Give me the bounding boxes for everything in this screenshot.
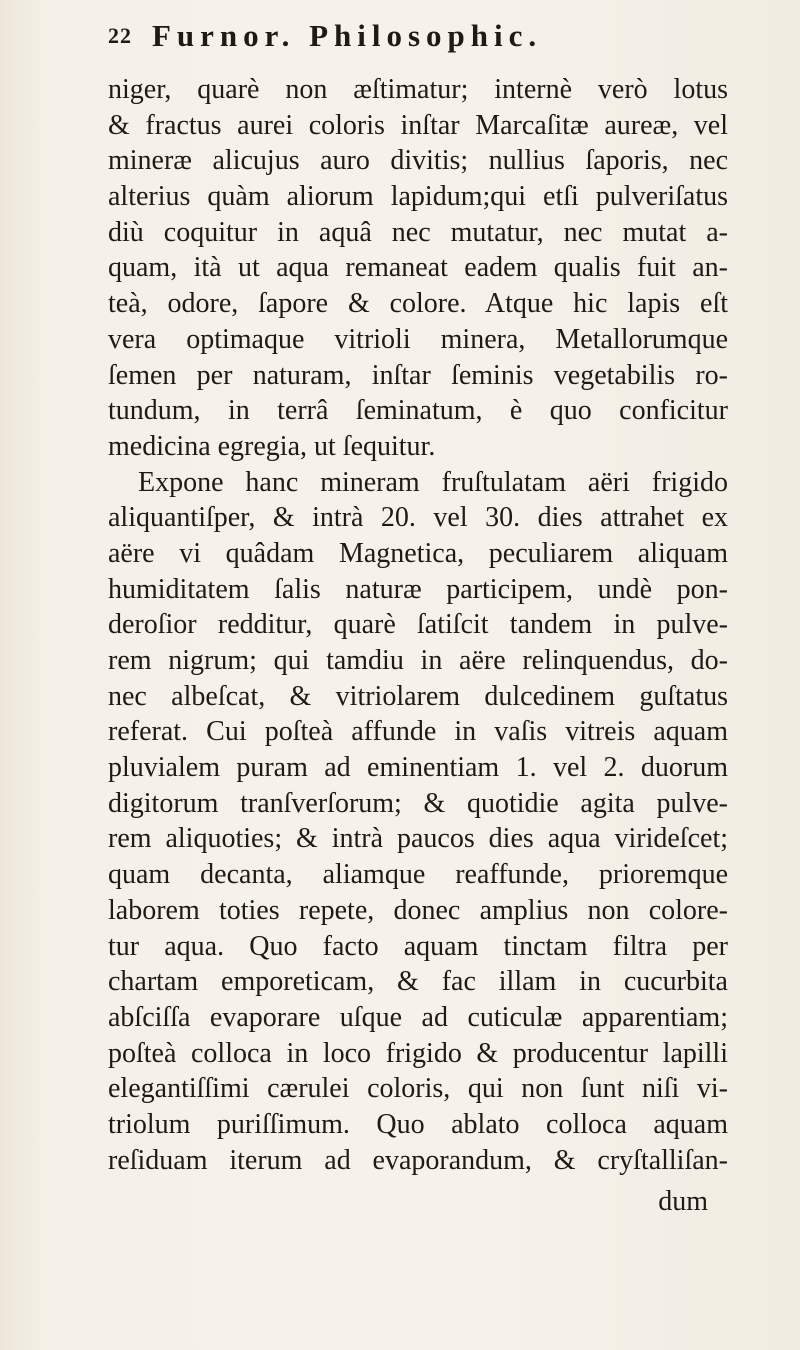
text-line: mineræ alicujus auro divitis; nullius ſaporis, nec — [108, 145, 728, 177]
text-line: teà, odore, ſapore & colore. Atque hic lapis eſt — [108, 288, 728, 320]
text-line: rem aliquoties; & intrà paucos dies aqua virideſcet; — [108, 823, 728, 855]
text-line: digitorum tranſverſorum; & quotidie agita pulve- — [108, 787, 728, 819]
text-line: referat. Cui poſteà affunde in vaſis vitreis aquam — [108, 716, 728, 748]
text-line: triolum puriſſimum. Quo ablato colloca aquam — [108, 1108, 728, 1140]
catchword: dum — [658, 1186, 708, 1217]
text-line: aliquantiſper, & intrà 20. vel 30. dies attrahet ex — [108, 502, 728, 534]
page-number: 22 — [108, 23, 132, 48]
running-header — [108, 18, 718, 64]
text-line: Expone hanc mineram fruſtulatam aëri frigido — [138, 466, 728, 498]
text-line: abſciſſa evaporare uſque ad cuticulæ apparentiam; — [108, 1001, 728, 1033]
text-line: niger, quarè non æſtimatur; internè verò lotus — [108, 74, 728, 105]
text-line: medicina egregia, ut ſequitur. — [108, 430, 436, 462]
text-line: rem nigrum; qui tamdiu in aëre relinquendus, do- — [108, 645, 728, 676]
running-title: Furnor. Philosophic. — [152, 18, 543, 53]
text-line: aëre vi quâdam Magnetica, peculiarem aliquam — [108, 537, 728, 569]
text-line: poſteà colloca in loco frigido & producentur lapilli — [108, 1037, 728, 1069]
text-line: quam decanta, aliamque reaffunde, prioremque — [108, 859, 728, 891]
text-line: elegantiſſimi cærulei coloris, qui non ſunt niſi vi- — [108, 1073, 728, 1105]
text-line: tundum, in terrâ ſeminatum, è quo conficitur — [108, 395, 728, 427]
text-line: ſemen per naturam, inſtar ſeminis vegetabilis ro- — [108, 359, 728, 391]
text-line: deroſior redditur, quarè ſatiſcit tandem in pulve- — [108, 609, 728, 641]
text-line: nec albeſcat, & vitriolarem dulcedinem guſtatus — [108, 680, 728, 712]
text-line: quam, ità ut aqua remaneat eadem qualis fuit an- — [108, 252, 728, 284]
text-line: diù coquitur in aquâ nec mutatur, nec mutat a- — [108, 216, 728, 248]
body-text — [108, 72, 728, 1178]
text-line: pluvialem puram ad eminentiam 1. vel 2. duorum — [108, 752, 728, 784]
text-line: reſiduam iterum ad evaporandum, & cryſtalliſan- — [108, 1144, 728, 1176]
text-line: chartam emporeticam, & fac illam in cucurbita — [108, 966, 728, 998]
text-line: & fractus aurei coloris inſtar Marcaſitæ aureæ, vel — [108, 109, 728, 141]
text-line: humiditatem ſalis naturæ participem, undè pon- — [108, 573, 728, 605]
text-line: laborem toties repete, donec amplius non colore- — [108, 894, 728, 926]
text-line: tur aqua. Quo facto aquam tinctam filtra per — [108, 930, 728, 962]
text-line: vera optimaque vitrioli minera, Metallorumque — [108, 323, 728, 355]
text-line: alterius quàm aliorum lapidum;qui etſi pulveriſatus — [108, 181, 728, 213]
